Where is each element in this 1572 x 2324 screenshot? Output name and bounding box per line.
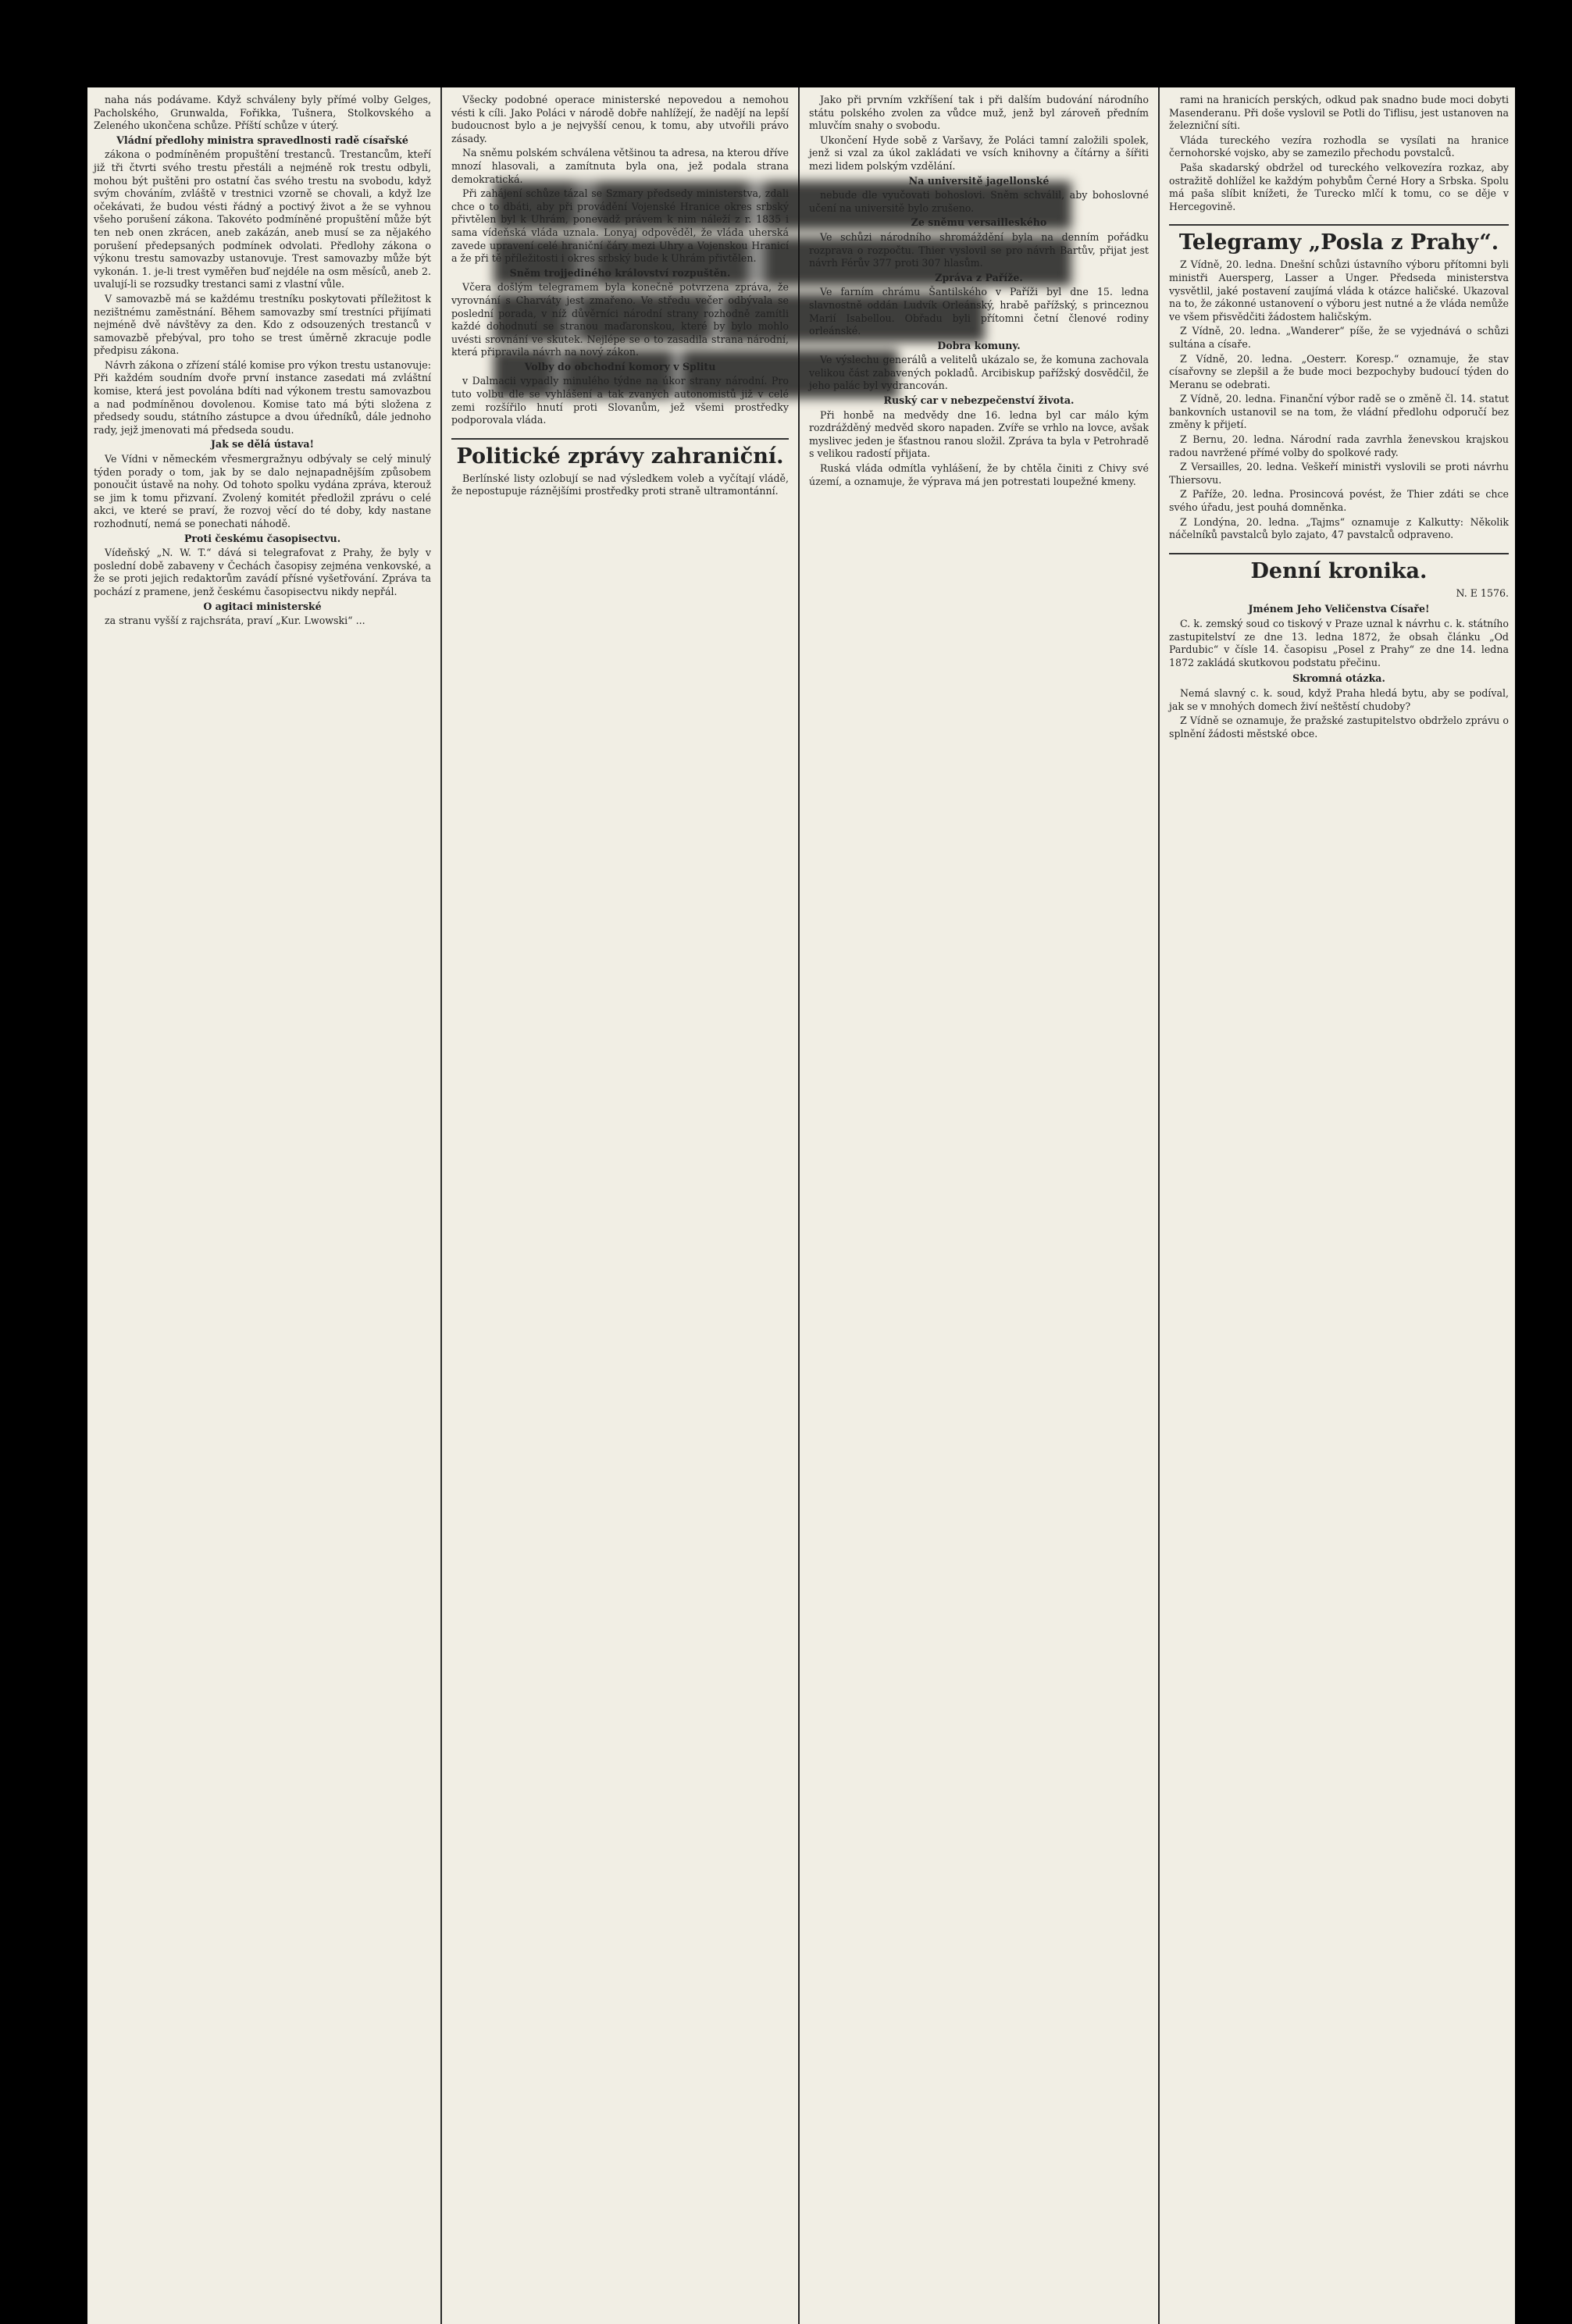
paragraph: Vláda tureckého vezíra rozhodla se vysílati na hranice černohorské vojsko, aby se zamezilo přechodu povstalců. bbox=[1169, 134, 1509, 159]
article-heading: Na universitě jagellonské bbox=[908, 174, 1050, 187]
paragraph: Návrh zákona o zřízení stálé komise pro výkon trestu ustanovuje: Při každém soudním dvoře první instance zasedati má zvláštní komise, která jest povolána bdíti nad výkonem trestu samovazbou a nad podmíněnou dovolenou. Komise tato má býti složena z předsedy soudu, státního zástupce a dvou úředníků, dále jednoho rady, jejž jmenovati má předseda soudu. bbox=[94, 358, 431, 436]
paragraph: Nemá slavný c. k. soud, když Praha hledá bytu, aby se podíval, jak se v mnohých domech živí neštěstí chudoby? bbox=[1169, 686, 1509, 712]
paragraph: C. k. zemský soud co tiskový v Praze uznal k návrhu c. k. státního zastupitelství ze dne 13. ledna 1872, že obsah článku „Od Pardubic“ v čísle 14. časopisu „Posel z Prahy“ ze dne 14. ledna 1872 zakládá skutkovou podstatu přečinu. bbox=[1169, 618, 1509, 668]
article-heading: O agitaci ministerské bbox=[203, 600, 322, 612]
paragraph: za stranu vyšší z rajchsráta, praví „Kur. Lwowski“ ... bbox=[105, 615, 365, 627]
paragraph: naha nás podávame. Když schváleny byly přímé volby Gelges, Pacholského, Grunwalda, Fořikka, Tušnera, Stolkovského a Zeleného ukončena schůze. Příští schůze v úterý. bbox=[94, 94, 431, 132]
paragraph: zákona o podmíněném propuštění trestanců. Trestancům, kteří již tři čtvrti svého trestu přestáli a nejméně rok trestu odbyli, mohou být puštěni pro ostatní čas svého trestu na svobodu, když svým chováním, zvláště v trestnici vzorně se chovali, a když lze očekávati, že budou vésti řádný a poctivý život a že se vyhnou všeho porušení zákona. Takovéto podmíněné propuštění může být ten neb onen zkrácen, aneb zakázán, aneb musí se za nějakého porušení předepsaných podmínek odvolati. Předlohy zákona o výkonu trestu samovazby ustanovuje. Trest samovazby může být vykonán. 1. je-li trest vyměřen buď nejdéle na osm měsíců, aneb 2. uvalují-li se rozsudky trestanci sami z vlastní vůle. bbox=[94, 148, 431, 290]
article-heading: Jak se dělá ústava! bbox=[210, 438, 315, 451]
column-3 bbox=[809, 94, 1149, 490]
article-heading: Volby do obchodní komory v Splitu bbox=[524, 360, 716, 372]
newspaper-page bbox=[87, 87, 1515, 2324]
article-heading: Zpráva z Paříže. bbox=[935, 271, 1023, 283]
paragraph: Ve schůzi národního shromáždění byla na denním pořádku rozprava o rozpočtu. Thier vyslovil se pro návrh Bartův, přijat jest návrh Férův 377 proti 307 hlasům. bbox=[809, 230, 1149, 269]
article-heading: Ze sněmu versailleského bbox=[911, 216, 1047, 229]
article-heading: Sněm trojjediného království rozpuštěn. bbox=[509, 266, 731, 279]
paragraph: Vídeňský „N. W. T.“ dává si telegrafovat z Prahy, že byly v poslední době zabaveny v Čechách časopisy zejména venkovské, a že se proti jejich redaktorům zavádí přísné vyšetřování. Zpráva ta pochází z pramene, jenž českému časopisectvu nikdy nepřál. bbox=[94, 547, 431, 597]
paragraph: Z Vídně se oznamuje, že pražské zastupitelstvo obdrželo zprávu o splnění žádosti městské obce. bbox=[1169, 715, 1509, 740]
article-heading: Vládní předlohy ministra spravedlnosti radě císařské bbox=[116, 134, 408, 146]
paragraph: rami na hranicích perských, odkud pak snadno bude moci dobyti Masenderanu. Při doše vyslovil se Potli do Tiflisu, jest ustanoven na železniční síti. bbox=[1169, 94, 1509, 132]
paragraph: Z Vídně, 20. ledna. „Wanderer“ píše, že se vyjednává o schůzi sultána a císaře. bbox=[1169, 325, 1509, 350]
paragraph: Z Londýna, 20. ledna. „Tajms“ oznamuje z Kalkutty: Několik náčelníků pavstalců bylo zajato, 47 pavstalců odpraveno. bbox=[1169, 515, 1509, 541]
paragraph: V samovazbě má se každému trestníku poskytovati příležitost k nezištnému zaměstnání. Během samovazby smí trestníci přijímati nejméně dvě návštěvy za den. Kdo z odsouzených trestanců v samovazbě přebýval, pro toho se trest úměrně zkracuje podle předpisu zákona. bbox=[94, 292, 431, 357]
column-1 bbox=[94, 94, 431, 629]
article-heading: Dobra komuny. bbox=[937, 339, 1021, 351]
paragraph: Paša skadarský obdržel od tureckého velkovezíra rozkaz, aby ostražitě dohlížel ke každým pohybům Černé Hory a Srbska. Spolu má paša slíbit knížeti, že Turecko mlčí k tomu, co se děje v Hercegovině. bbox=[1169, 161, 1509, 212]
subheading: Jménem Jeho Veličenstva Císaře! bbox=[1248, 603, 1430, 615]
paragraph: Jako při prvním vzkříšení tak i při dalším budování národního státu polského zvolen za vůdce muž, jenž byl zároveň předním mluvčím snahy o svobodu. bbox=[809, 94, 1149, 132]
column-rule bbox=[440, 87, 442, 2324]
paragraph: Berlínské listy ozlobují se nad výsledkem voleb a vyčítají vládě, že nepostupuje ráznějšími prostředky proti straně ultramontánní. bbox=[451, 472, 789, 497]
paragraph: Z Vídně, 20. ledna. Finanční výbor radě se o změně čl. 14. statut bankovních ustanovil se na tom, že vládní předlohu odporučí bez změny k přijetí. bbox=[1169, 393, 1509, 431]
paragraph: Z Bernu, 20. ledna. Národní rada zavrhla ženevskou krajskou radou navržené přímé volby do spolkové rady. bbox=[1169, 433, 1509, 458]
paragraph: Ukončení Hyde sobě z Varšavy, že Poláci tamní založili spolek, jenž si vzal za úkol zakládati ve vsích knihovny a čítárny a šířiti mezi lidem polským vzdělání. bbox=[809, 134, 1149, 172]
paragraph: nebude dle vyučovati bohoslovi. Sněm schválil, aby bohoslovné učení na universitě bylo zrušeno. bbox=[809, 189, 1149, 214]
column-4 bbox=[1169, 94, 1509, 742]
section-heading: Denní kronika. bbox=[1169, 553, 1509, 584]
paragraph: Ve farním chrámu Šantilského v Paříži byl dne 15. ledna slavnostně oddán Ludvík Orleánský, hrabě pařížský, s princeznou Marií Isabellou. Obřadu byli přítomni četní členové rodiny orleánské. bbox=[809, 286, 1149, 337]
file-number: N. E 1576. bbox=[1456, 586, 1509, 599]
column-2 bbox=[451, 94, 789, 500]
paragraph: Z Vídně, 20. ledna. „Oesterr. Koresp.“ oznamuje, že stav císařovny se zlepšil a že bude moci bezpochyby budoucí týden do Meranu se odebrati. bbox=[1169, 352, 1509, 390]
paragraph: Včera došlým telegramem byla konečně potvrzena zpráva, že vyrovnání s Charváty jest zmařeno. Ve středu večer odbývala se poslední porada, v níž důvěrníci národní strany rozhodně zamítli každé dohodnutí se stranou maďaronskou, které by bylo mohlo uvésti srovnání ve skutek. Nejlépe se o to zasadila strana národní, která připravila návrh na nový zákon. bbox=[451, 281, 789, 358]
paragraph: Z Vídně, 20. ledna. Dnešní schůzi ústavního výboru přítomni byli ministři Auersperg, Lasser a Unger. Předseda ministerstva vysvětlil, jaké postavení zaujímá vláda k otázce haličské. Ukazoval na to, že zákonné ustanovení o výboru jest nutné a že vláda nemůže ve všem přisvědčiti žádostem haličským. bbox=[1169, 258, 1509, 323]
column-rule bbox=[1158, 87, 1160, 2324]
paragraph: Z Paříže, 20. ledna. Prosincová povést, že Thier zdáti se chce svého úřadu, jest pouhá domněnka. bbox=[1169, 488, 1509, 514]
section-heading: Politické zprávy zahraniční. bbox=[451, 438, 789, 469]
article-heading: Ruský car v nebezpečenství života. bbox=[883, 394, 1075, 407]
article-heading: Proti českému časopisectvu. bbox=[184, 532, 341, 544]
section-heading: Telegramy „Posla z Prahy“. bbox=[1169, 224, 1509, 255]
paragraph: Při honbě na medvědy dne 16. ledna byl car málo kým rozdrážděný medvěd skoro napaden. Zvíře se vrhlo na lovce, avšak myslivec jeden je šťastnou ranou složil. Zpráva ta byla v Petrohradě s velikou radostí přijata. bbox=[809, 408, 1149, 460]
paragraph: Na sněmu polském schválena většinou ta adresa, na kterou dříve mnozí hlasovali, a zamítnuta byla ona, jež podala strana demokratická. bbox=[451, 147, 789, 185]
paragraph: v Dalmacii vypadly minulého týdne na úkor strany národní. Pro tuto volbu dle se vyhlášení a tak zvaných autonomistů již v celé zemi rozšířilo hnutí proti Slovanům, jež všemi prostředky podporovala vláda. bbox=[451, 375, 789, 426]
paragraph: Ruská vláda odmítla vyhlášení, že by chtěla činiti z Chivy své území, a oznamuje, že výprava má jen potrestati loupežné kmeny. bbox=[809, 462, 1149, 487]
paragraph: Ve Vídni v německém vřesmergražnyu odbývaly se celý minulý týden porady o tom, jak by se dalo nejnapadnějším způsobem ponoučit ústavě na nohy. Od tohoto spolku vydána zpráva, kterouž se jim k tomu přizvaní. Zvolený komitét předložil zprávu o celé akci, ve které se praví, že rozvoj věcí do té doby, kdy nastane rozhodnutí, nemá se ponechati náhodě. bbox=[94, 453, 431, 529]
paragraph: Při zahájení schůze tázal se Szmary předsedy ministerstva, zdali chce o to dbáti, aby při provádění Vojenské Hranice okres srbský přivtělen byl k Uhrám, ponevadž právem k nim náleží z r. 1835 i sama vídeňská vláda uznala. Lonyaj odpověděl, že vláda uherská zavede upravení celé hraniční čáry mezi Uhry a Vojenskou Hranicí a že při tě příležitosti i okres srbský bude k Uhrám přivtělen. bbox=[451, 187, 789, 265]
paragraph: Všecky podobné operace ministerské nepovedou a nemohou vésti k cíli. Jako Poláci v národě dobře nahlížejí, že nadějí na lepší budoucnost bylo a je nejvyšší cenou, k tomu, aby utvořili právo zásady. bbox=[451, 94, 789, 144]
paragraph: Z Versailles, 20. ledna. Veškeří ministři vyslovili se proti návrhu Thiersovu. bbox=[1169, 461, 1509, 486]
paragraph: Ve výslechu generálů a velitelů ukázalo se, že komuna zachovala velikou část zabavených pokladů. Arcibiskup pařížský dosvědčil, že jeho palác byl vydrancován. bbox=[809, 354, 1149, 392]
subheading: Skromná otázka. bbox=[1292, 672, 1385, 685]
